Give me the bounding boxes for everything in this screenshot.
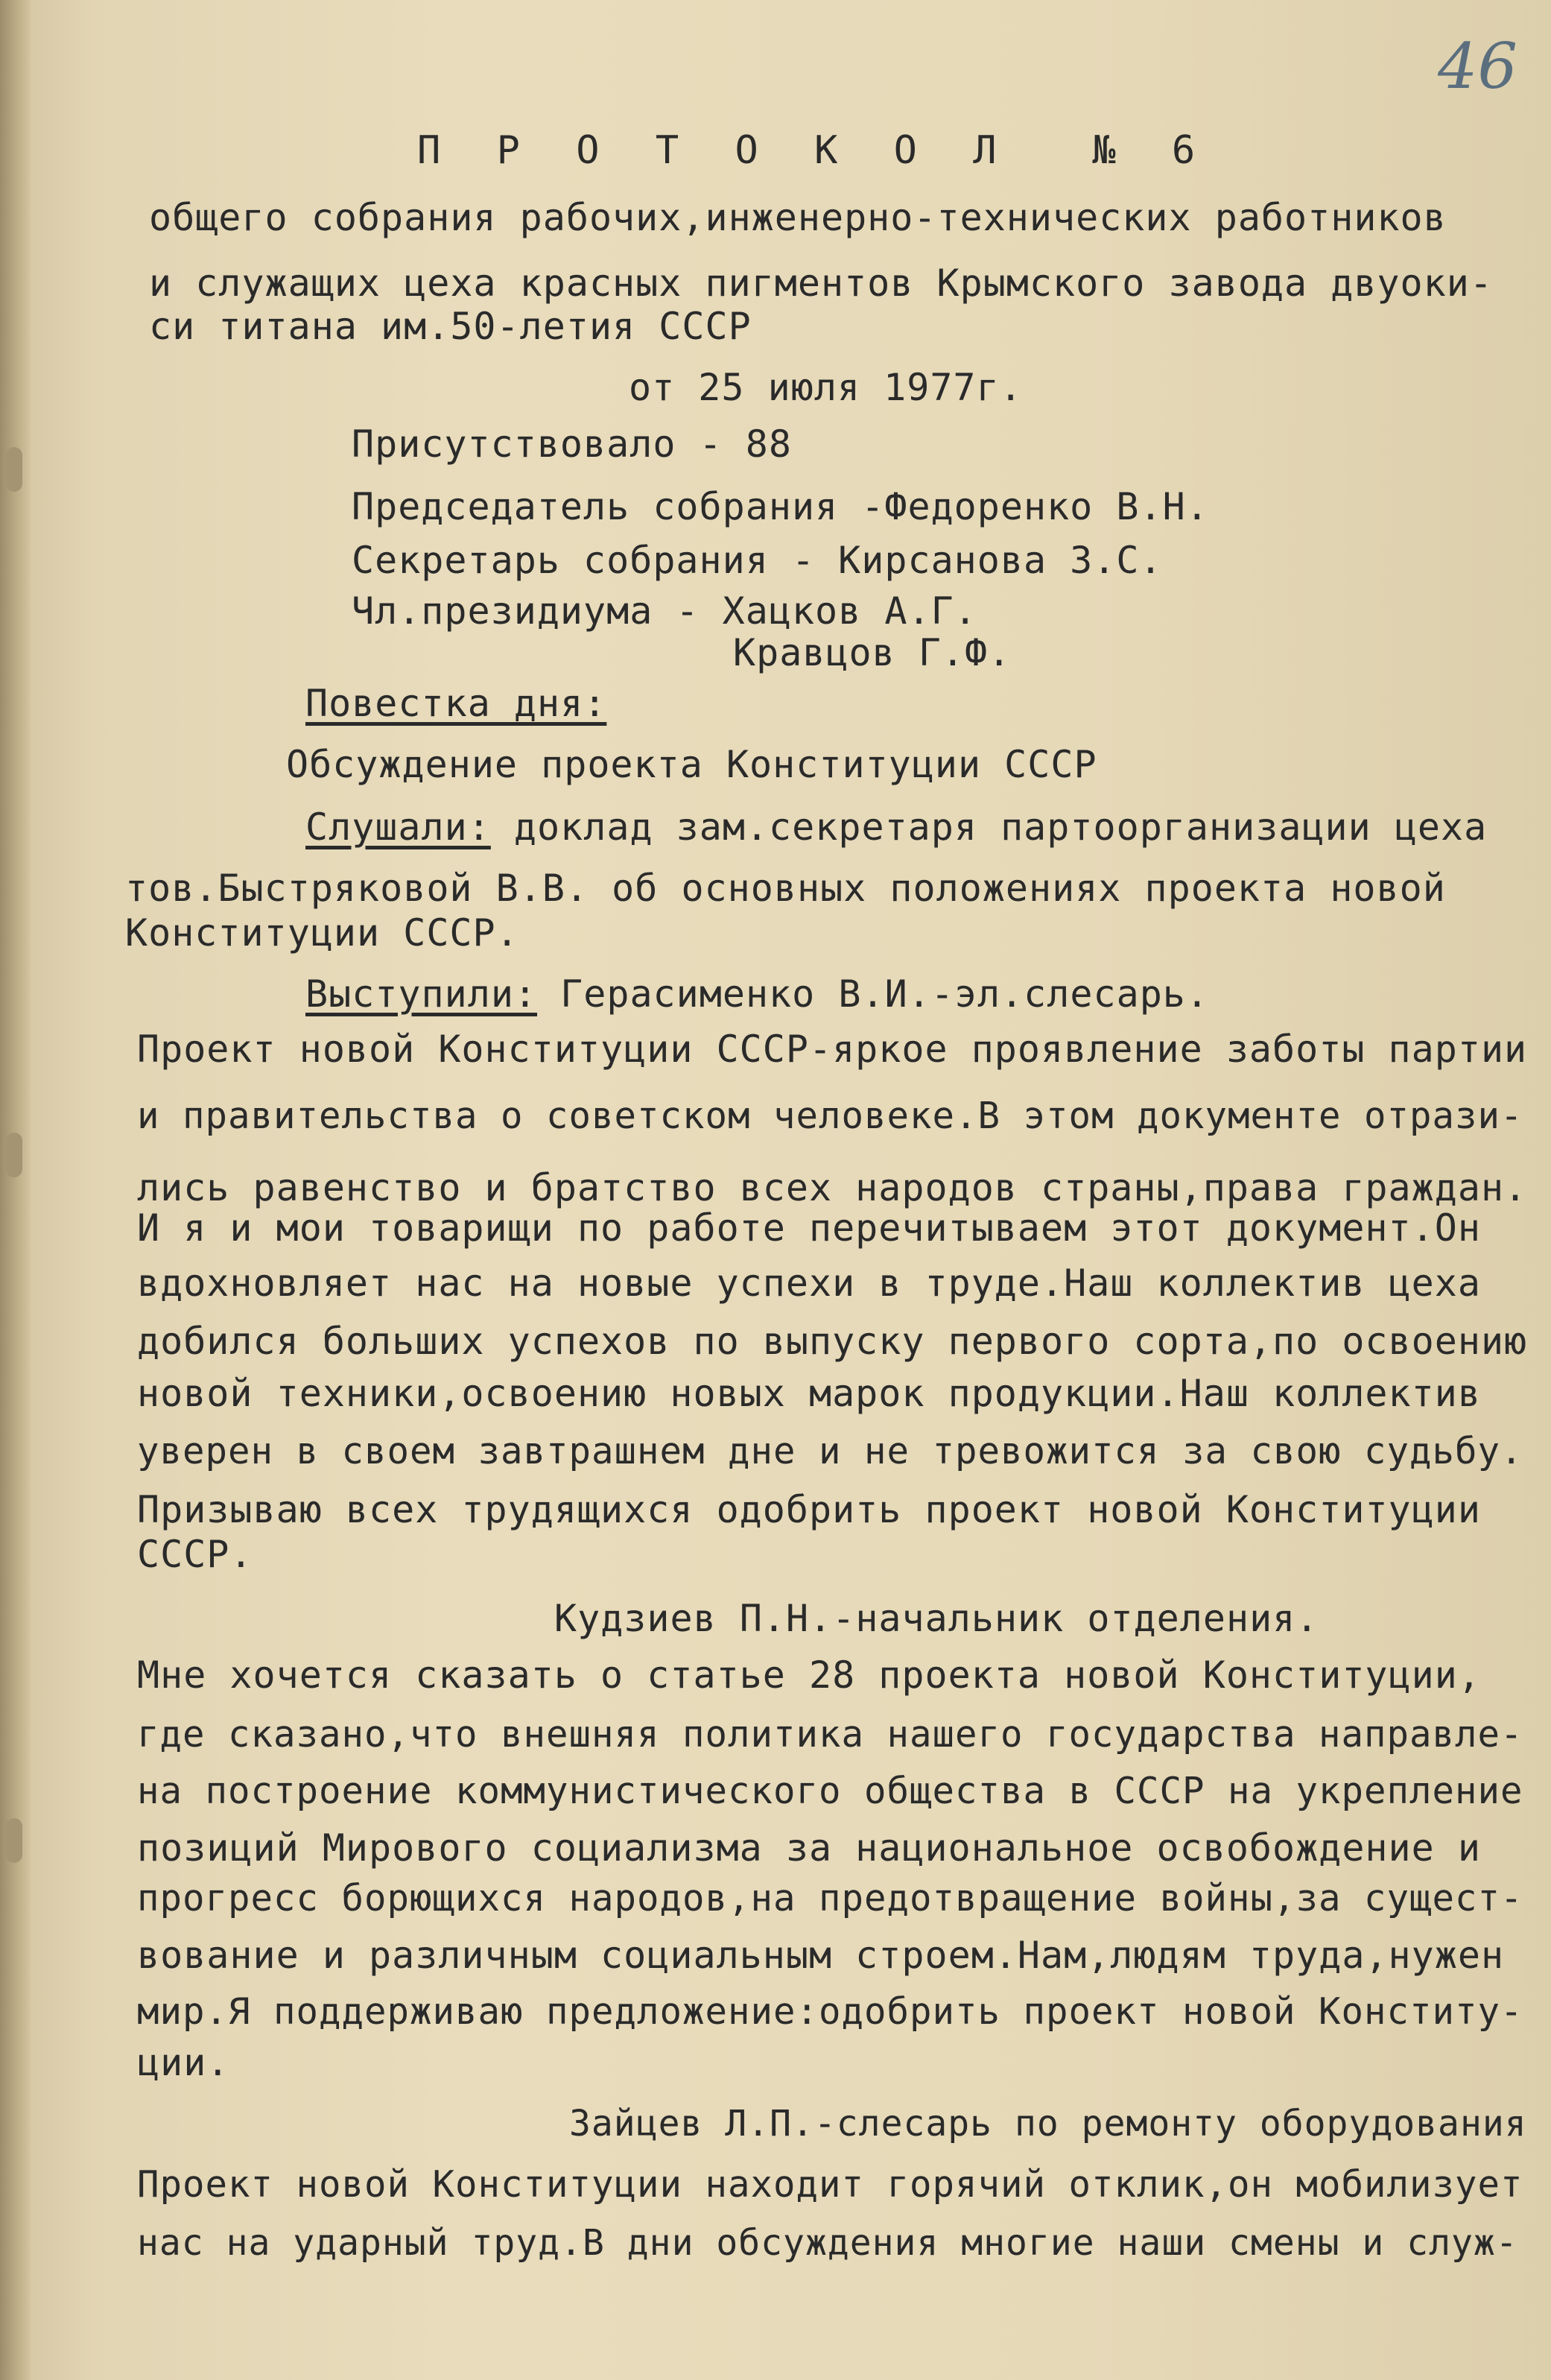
speech-line: уверен в своем завтрашнем дне и не тревожится за свою судьбу. [137,1430,1523,1472]
speech-line: прогресс борющихся народов,на предотвращение войны,за сущест- [137,1877,1523,1919]
chairman-line: Председатель собрания -Федоренко В.Н. [352,485,1209,528]
agenda-heading: Повестка дня: [305,682,607,725]
speech-line: вование и различным социальным строем.Нам,людям труда,нужен [137,1934,1505,1977]
agenda-item: Обсуждение проекта Конституции СССР [286,743,1097,786]
heard-line [305,805,1487,849]
speech-line: добился больших успехов по выпуску первого сорта,по освоению [137,1320,1528,1363]
speech-line: лись равенство и братство всех народов страны,права граждан. [137,1166,1528,1209]
speaker1-name: Герасименко В.И.-эл.слесарь. [537,972,1210,1016]
folio-number: 46 [1438,30,1517,103]
speech-line: Призываю всех трудящихся одобрить проект новой Конституции [137,1488,1481,1531]
speech-line: ции. [137,2041,230,2084]
speech-line: и правительства о советском человеке.В этом документе отрази- [137,1095,1523,1137]
speaker2-name: Кудзиев П.Н.-начальник отделения. [554,1597,1319,1640]
protocol-title: П Р О Т О К О Л № 6 [417,128,1212,173]
binding-edge [0,0,30,2380]
intro-line: си титана им.50-летия СССР [149,305,752,348]
speech-line: И я и мои товарищи по работе перечитываем этот документ.Он [137,1206,1481,1250]
binding-hole [6,1133,22,1177]
meeting-date: от 25 июля 1977г. [629,366,1023,409]
speech-line: где сказано,что внешняя политика нашего государства направле- [137,1713,1523,1756]
presidium-member: Кравцов Г.Ф. [733,631,1012,674]
speech-line: вдохновляет нас на новые успехи в труде.Наш коллектив цеха [137,1262,1481,1305]
heard-label: Слушали: [305,806,491,849]
speech-line: Мне хочется сказать о статье 28 проекта новой Конституции, [137,1653,1481,1697]
speech-line: новой техники,освоению новых марок продукции.Наш коллектив [137,1372,1481,1415]
speaker3-name: Зайцев Л.П.-слесарь по ремонту оборудования [569,2103,1527,2145]
speech-line: мир.Я поддерживаю предложение:одобрить проект новой Конститу- [137,1990,1523,2033]
spoke-line [305,972,1209,1016]
intro-line: и служащих цеха красных пигментов Крымского завода двуоки- [149,262,1493,305]
speech-line: нас на ударный труд.В дни обсуждения многие наши смены и служ- [137,2222,1518,2264]
speech-line: Проект новой Конституции находит горячий отклик,он мобилизует [137,2163,1523,2206]
speech-line: позиций Мирового социализма за национальное освобождение и [137,1826,1481,1870]
speech-line: СССР. [137,1533,253,1576]
secretary-line: Секретарь собрания - Кирсанова З.С. [352,539,1163,582]
heard-continuation: тов.Быстряковой В.В. об основных положениях проекта новой [125,867,1446,910]
binding-hole [6,1818,22,1863]
heard-text: доклад зам.секретаря партоорганизации цеха [490,806,1488,849]
binding-hole [6,447,22,492]
heard-continuation: Конституции СССР. [125,911,519,955]
speech-line: Проект новой Конституции СССР-яркое проявление заботы партии [137,1028,1528,1071]
presidium-line: Чл.президиума - Хацков А.Г. [352,589,977,633]
spoke-label: Выступили: [305,972,538,1016]
intro-line: общего собрания рабочих,инженерно-технических работников [149,196,1447,239]
attendance-count: Присутствовало - 88 [352,422,792,466]
speech-line: на построение коммунистического общества в СССР на укрепление [137,1770,1523,1812]
